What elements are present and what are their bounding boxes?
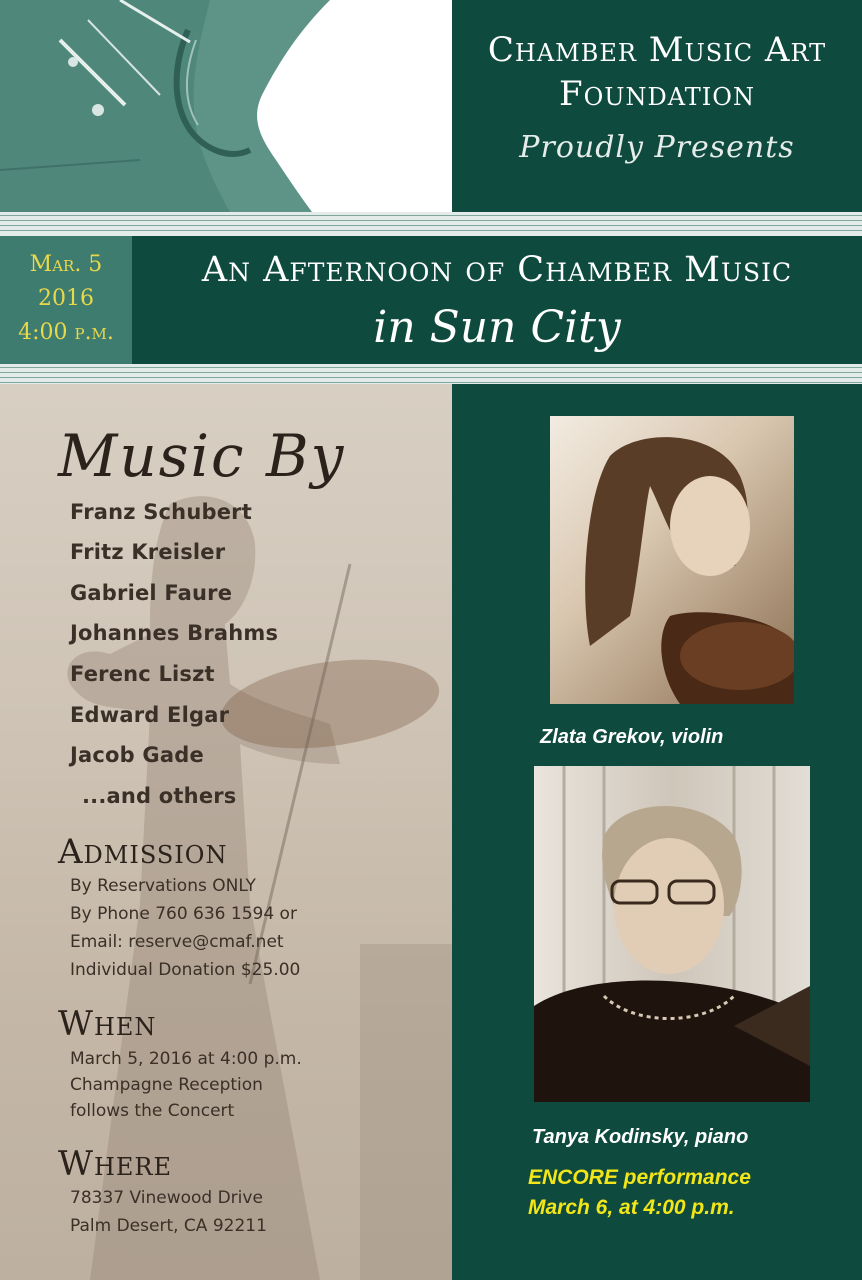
composer-item: Ferenc Liszt xyxy=(70,662,215,686)
program-details-panel xyxy=(0,384,452,1280)
org-header xyxy=(452,0,862,212)
event-year: 2016 xyxy=(38,286,94,311)
violin-body-image xyxy=(0,0,452,212)
violin-illustration xyxy=(0,0,452,212)
when-line: March 5, 2016 at 4:00 p.m. xyxy=(70,1049,302,1069)
pianist-photo xyxy=(534,766,810,1102)
staff-lines-bottom xyxy=(0,364,862,384)
where-line: 78337 Vinewood Drive xyxy=(70,1188,263,1208)
composer-item: Gabriel Faure xyxy=(70,581,233,605)
date-block xyxy=(0,236,132,364)
composer-item: Jacob Gade xyxy=(70,743,204,767)
org-name-line1: Chamber Music Art xyxy=(487,30,827,70)
where-heading: Where xyxy=(58,1144,172,1184)
admission-heading: Admission xyxy=(58,832,228,872)
composer-item: Fritz Kreisler xyxy=(70,540,226,564)
event-title-block xyxy=(132,236,862,364)
where-line: Palm Desert, CA 92211 xyxy=(70,1216,267,1236)
encore-line1: ENCORE performance xyxy=(528,1166,751,1189)
composer-item: Franz Schubert xyxy=(70,500,252,524)
event-title-line1: An Afternoon of Chamber Music xyxy=(201,250,793,290)
composer-item: ...and others xyxy=(82,784,237,808)
encore-line2: March 6, at 4:00 p.m. xyxy=(528,1196,735,1219)
event-date: Mar. 5 xyxy=(29,252,103,277)
event-time: 4:00 p.m. xyxy=(18,320,114,345)
admission-line: Individual Donation $25.00 xyxy=(70,960,301,980)
violinist-caption: Zlata Grekov, violin xyxy=(540,726,724,748)
admission-line: Email: reserve@cmaf.net xyxy=(70,932,284,952)
event-title-line2: in Sun City xyxy=(373,302,621,353)
violinist-photo xyxy=(550,416,794,704)
music-by-heading: Music By xyxy=(58,422,346,490)
composer-item: Edward Elgar xyxy=(70,703,230,727)
when-line: Champagne Reception xyxy=(70,1075,263,1095)
when-line: follows the Concert xyxy=(70,1101,235,1121)
pianist-caption: Tanya Kodinsky, piano xyxy=(532,1126,749,1148)
admission-line: By Phone 760 636 1594 or xyxy=(70,904,297,924)
admission-line: By Reservations ONLY xyxy=(70,876,256,896)
when-heading: When xyxy=(58,1004,157,1044)
composer-item: Johannes Brahms xyxy=(70,621,279,645)
staff-lines-top xyxy=(0,212,862,236)
proudly-presents: Proudly Presents xyxy=(519,130,795,165)
org-name-line2: Foundation xyxy=(559,74,755,114)
performers-panel xyxy=(452,384,862,1280)
